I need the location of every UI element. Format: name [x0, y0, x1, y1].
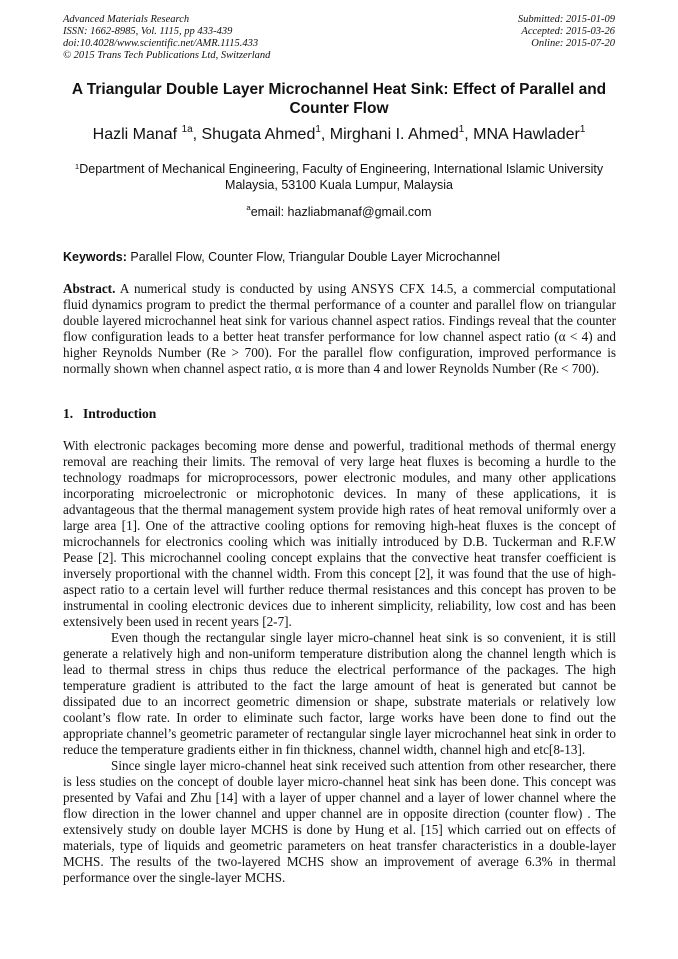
paper-title [50, 80, 628, 118]
email-sup: a [246, 203, 251, 212]
affiliation-line: Department of Mechanical Engineering, Faculty of Engineering, International Islamic University [79, 162, 604, 176]
accepted-date: Accepted: 2015-03-26 [521, 26, 615, 37]
author: Shugata Ahmed [201, 126, 316, 143]
affiliation-line: Malaysia, 53100 Kuala Lumpur, Malaysia [225, 178, 453, 192]
author-sup: 1 [315, 124, 321, 135]
affiliation-sup: 1 [74, 162, 80, 171]
author: MNA Hawlader [473, 126, 580, 143]
copyright: © 2015 Trans Tech Publications Ltd, Switzerland [63, 50, 271, 61]
email [50, 205, 628, 219]
section-title: Introduction [83, 406, 157, 421]
introduction-body [63, 438, 616, 886]
section-number: 1. [63, 406, 74, 421]
keywords-text: Parallel Flow, Counter Flow, Triangular Double Layer Microchannel [126, 250, 501, 264]
author: Hazli Manaf [92, 126, 182, 143]
author: Mirghani I. Ahmed [329, 126, 459, 143]
author-sup: 1a [181, 124, 193, 135]
email-text: email: hazliabmanaf@gmail.com [250, 205, 432, 219]
abstract [63, 281, 616, 377]
authors: Hazli Manaf $^{1a}$, Shugata Ahmed$^1$, Mirghani I. Ahmed$^1$, MNA Hawlader$^1$ [92, 124, 586, 143]
abstract-text: A numerical study is conducted by using ANSYS CFX 14.5, a commercial computational fluid dynamics program to predict the thermal performance of a counter and parallel flow on triangular double layered microchannel heat sink for various channel aspect ratios. Findings reveal that the counter flow configuration leads to a better heat transfer performance for low channel aspect ratio (α < 4) and higher Reynolds Number (Re > 700). For the parallel flow configuration, improved performance is normally shown when channel aspect ratio, α is more than 4 and lower Reynolds Number (Re < 700). [63, 281, 616, 376]
title-line: Counter Flow [289, 100, 389, 117]
journal-name: Advanced Materials Research [63, 14, 190, 25]
paragraph: Even though the rectangular single layer micro-channel heat sink is so convenient, it is still generate a relatively high and non-uniform temperature distribution along the channel length which is lead to thermal stress in chips thus reduce the electrical performance of the packages. The high temperature gradient is attributed to the fact the large amount of heat is generated but cannot be dissipated due to an incorrect geometric dimension or shape, substrate materials or relatively low coolant’s flow rate. In order to eliminate such factor, large works have been done to find out the appropriate channel’s geometric parameter of rectangular single layer microchannel heat sink in order to reduce the temperature gradients either in fin thickness, channel width, channel high and etc[8-13]. [63, 630, 616, 757]
submitted-date: Submitted: 2015-01-09 [517, 14, 615, 25]
doi: doi:10.4028/www.scientific.net/AMR.1115.433 [63, 38, 259, 49]
journal-info [63, 14, 270, 62]
affiliation [50, 161, 628, 193]
paragraph: Since single layer micro-channel heat sink received such attention from other researcher, there is less studies on the concept of double layer micro-channel heat sink has been done. This concept was presented by Vafai and Zhu [14] with a layer of upper channel and a layer of lower channel where the flow direction in the lower channel and upper channel are in opposite direction (counter flow) . The extensively study on double layer MCHS is done by Hung et al. [15] which carried out on effects of materials, type of liquids and geometric parameters on heat transfer characteristics in a double-layer MCHS. The results of the two-layered MCHS show an improvement of average 6.3% in thermal performance over the single-layer MCHS. [63, 758, 616, 885]
keywords-label: Keywords: [63, 250, 127, 264]
author-sup: 1 [579, 124, 586, 135]
author-sup: 1 [458, 124, 465, 135]
keywords [63, 250, 500, 264]
issn: ISSN: 1662-8985, Vol. 1115, pp 433-439 [63, 26, 233, 37]
title-line: A Triangular Double Layer Microchannel Heat Sink: Effect of Parallel and [71, 81, 607, 98]
online-date: Online: 2015-07-20 [531, 38, 615, 49]
abstract-label: Abstract. [63, 281, 116, 296]
dates-info [518, 14, 615, 50]
section-heading [63, 406, 156, 422]
paragraph: With electronic packages becoming more dense and powerful, traditional methods of thermal energy removal are reaching their limits. The removal of very large heat fluxes is becoming a hurdle to the technology roadmaps for microprocessors, power electronic modules, and many other applications incorporating microelectronic or microphotonic devices. In many of these applications, it is advantageous that the thermal management system provide high rates of heat removal uniformly over a large area [1]. One of the attractive cooling options for removing high-heat fluxes is the concept of microchannels for electronics cooling which was initially introduced by D.B. Tuckerman and R.F.W Pease [2]. This microchannel cooling concept explains that the convective heat transfer coefficient is inversely proportional with the channel width. From this concept [2], it was found that the use of high-aspect ratio to a certain level will further reduce thermal resistances and this concept has proven to be instrumental in cooling electronic devices due to inherent simplicity, reliability, low cost and has been extensively been used in recent years [2-7]. [63, 438, 616, 629]
